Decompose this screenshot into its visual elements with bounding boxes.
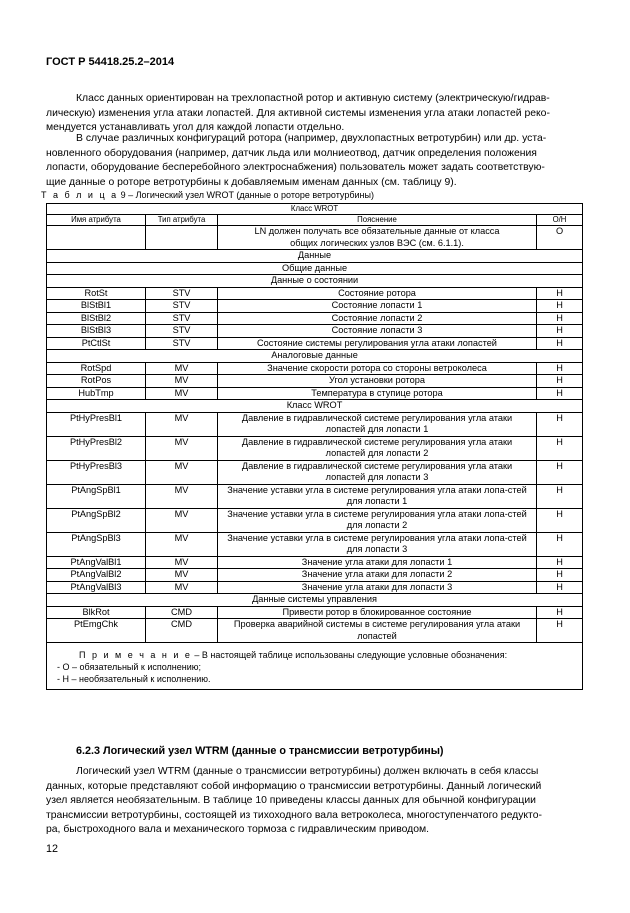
attribute-description: Состояние лопасти 2 (218, 312, 537, 325)
attribute-name: RotSt (47, 287, 146, 300)
attribute-type: STV (146, 312, 218, 325)
paragraph-line: трансмиссии ветротурбины, состоящей из тихоходного вала ветроколеса, многоступенчатого редукто- (46, 809, 542, 821)
table-row (47, 375, 583, 388)
attribute-description: Температура в ступице ротора (218, 387, 537, 400)
intro-paragraph-1 (46, 92, 578, 136)
attribute-flag: Н (537, 325, 583, 338)
attribute-name: PtHyPresBl3 (47, 460, 146, 484)
attribute-name: PtAngSpBl3 (47, 532, 146, 556)
attribute-name: RotPos (47, 375, 146, 388)
attribute-type: MV (146, 362, 218, 375)
attribute-type: MV (146, 460, 218, 484)
table-row (47, 412, 583, 436)
section-row-class-wrot: Класс WROT (47, 400, 583, 413)
attribute-description: Значение угла атаки для лопасти 1 (218, 556, 537, 569)
attribute-type: CMD (146, 606, 218, 619)
control-rows (47, 606, 583, 643)
attribute-description: Значение угла атаки для лопасти 2 (218, 569, 537, 582)
table-row (47, 362, 583, 375)
attribute-type: MV (146, 556, 218, 569)
section-title: 6.2.3 Логический узел WTRM (данные о трансмиссии ветротурбины) (76, 745, 444, 757)
class-header: Класс WROT (47, 204, 583, 215)
attribute-flag: Н (537, 375, 583, 388)
table-row (47, 287, 583, 300)
paragraph-line: Логический узел WTRM (данные о трансмиссии ветротурбины) должен включать в себя классы (76, 766, 539, 777)
attribute-type: MV (146, 412, 218, 436)
table-row (47, 569, 583, 582)
paragraph-line: ра, быстроходного вала и механического тормоза с гидравлическим приводом. (46, 824, 430, 836)
table-row (47, 606, 583, 619)
attribute-flag: Н (537, 606, 583, 619)
table-row (47, 619, 583, 643)
paragraph-line: лопасти, оборудование бесперебойного электроснабжения) пользователь может задать соответствую- (46, 162, 545, 174)
intro-paragraph-2 (46, 132, 578, 190)
attribute-type: CMD (146, 619, 218, 643)
attribute-flag: Н (537, 508, 583, 532)
attribute-name: BlStBl2 (47, 312, 146, 325)
attribute-type: STV (146, 337, 218, 350)
note-item: - Н – необязательный к исполнению. (57, 674, 211, 684)
table-row (47, 581, 583, 594)
attribute-name: HubTmp (47, 387, 146, 400)
table-header-row (47, 215, 583, 226)
document-id: ГОСТ Р 54418.25.2–2014 (46, 56, 175, 68)
attribute-type: MV (146, 484, 218, 508)
attribute-description: Значение уставки угла в системе регулирования угла атаки лопа-стей для лопасти 3 (218, 532, 537, 556)
attribute-description: Давление в гидравлической системе регулирования угла атаки лопастей для лопасти 3 (218, 460, 537, 484)
table-row (47, 337, 583, 350)
attribute-description: Состояние системы регулирования угла атаки лопастей (218, 337, 537, 350)
table-caption (41, 190, 374, 200)
attribute-description: Значение угла атаки для лопасти 3 (218, 581, 537, 594)
attribute-name: PtCtlSt (47, 337, 146, 350)
column-header: Имя атрибута (47, 215, 146, 226)
section-row-analog: Аналоговые данные (47, 350, 583, 363)
attribute-flag: Н (537, 532, 583, 556)
attribute-type: MV (146, 436, 218, 460)
attribute-type: MV (146, 581, 218, 594)
column-header: Тип атрибута (146, 215, 218, 226)
table-row (47, 300, 583, 313)
section-row-common: Общие данные (47, 262, 583, 275)
column-header: Пояснение (218, 215, 537, 226)
attribute-flag: Н (537, 484, 583, 508)
paragraph-line: В случае различных конфигураций ротора (например, двухлопастных ветротурбин) или др. уста- (76, 133, 547, 144)
table-row (47, 436, 583, 460)
table-row (47, 508, 583, 532)
attribute-name: PtHyPresBl2 (47, 436, 146, 460)
attribute-type: MV (146, 532, 218, 556)
attribute-flag: Н (537, 300, 583, 313)
attribute-flag: Н (537, 312, 583, 325)
attribute-flag: Н (537, 337, 583, 350)
paragraph-line: узел является необязательным. В таблице 10 приведены классы данных для обычной конфигурации (46, 795, 536, 807)
note-text: – В настоящей таблице использованы следующие условные обозначения: (194, 650, 508, 660)
table-caption-label: Т а б л и ц а (41, 190, 119, 200)
table-row (47, 484, 583, 508)
attribute-name: BlkRot (47, 606, 146, 619)
note-label: П р и м е ч а н и е (79, 650, 192, 660)
attribute-description: Значение уставки угла в системе регулирования угла атаки лопа-стей для лопасти 1 (218, 484, 537, 508)
attribute-name: BlStBl3 (47, 325, 146, 338)
attribute-description: Состояние ротора (218, 287, 537, 300)
outro-paragraph (46, 765, 578, 838)
paragraph-line: Класс данных ориентирован на трехлопастной ротор и активную систему (электрическую/гидрав- (76, 93, 550, 104)
attribute-description: Давление в гидравлической системе регулирования угла атаки лопастей для лопасти 1 (218, 412, 537, 436)
paragraph-line: новленного оборудования (например, датчик льда или молниеотвод, датчик определения положения (46, 147, 537, 159)
attribute-name: PtEmgChk (47, 619, 146, 643)
attribute-flag: Н (537, 387, 583, 400)
table-row (47, 325, 583, 338)
attribute-type: MV (146, 387, 218, 400)
attribute-flag: Н (537, 460, 583, 484)
attribute-flag: Н (537, 412, 583, 436)
ln-row (47, 226, 583, 250)
attribute-name: PtAngValBl3 (47, 581, 146, 594)
ln-description: LN должен получать все обязательные данные от класса общих логических узлов ВЭС (см. 6.1.1). (218, 226, 537, 250)
attribute-flag: Н (537, 362, 583, 375)
paragraph-line: мендуется устанавливать угол для каждой лопасти отдельно. (46, 122, 345, 134)
paragraph-line: щие данные о роторе ветротурбины к добавляемым именам данных (см. таблицу 9). (46, 176, 457, 188)
attribute-flag: Н (537, 581, 583, 594)
attribute-name: PtAngSpBl1 (47, 484, 146, 508)
wrot-rows (47, 412, 583, 594)
attribute-name: PtAngValBl2 (47, 569, 146, 582)
table-row (47, 556, 583, 569)
table-caption-text: 9 – Логический узел WROT (данные о роторе ветротурбины) (120, 190, 374, 200)
attribute-description: Привести ротор в блокированное состояние (218, 606, 537, 619)
column-header: О/Н (537, 215, 583, 226)
attribute-name: PtHyPresBl1 (47, 412, 146, 436)
attribute-type: MV (146, 375, 218, 388)
paragraph-line: данных, которые представляют собой информацию о трансмиссии ветротурбины. Данный логический (46, 780, 542, 792)
ln-flag: О (537, 226, 583, 250)
attribute-description: Давление в гидравлической системе регулирования угла атаки лопастей для лопасти 2 (218, 436, 537, 460)
wrot-table (46, 203, 583, 690)
table-row (47, 460, 583, 484)
analog-rows (47, 362, 583, 400)
status-rows (47, 287, 583, 350)
attribute-type: MV (146, 569, 218, 582)
attribute-flag: Н (537, 619, 583, 643)
page-number: 12 (46, 843, 59, 855)
table-note-row (47, 643, 583, 690)
attribute-type: MV (146, 508, 218, 532)
table-row (47, 387, 583, 400)
attribute-name: BlStBl1 (47, 300, 146, 313)
table-row (47, 312, 583, 325)
attribute-name: RotSpd (47, 362, 146, 375)
section-row-control: Данные системы управления (47, 594, 583, 607)
attribute-description: Состояние лопасти 3 (218, 325, 537, 338)
table-header-row (47, 204, 583, 215)
attribute-flag: Н (537, 436, 583, 460)
paragraph-line: лическую) изменения угла атаки лопастей. Для активной системы изменения угла атаки лопастей реко- (46, 107, 550, 119)
table-note (47, 643, 583, 690)
attribute-description: Проверка аварийной системы в системе регулирования угла атаки лопастей (218, 619, 537, 643)
attribute-type: STV (146, 325, 218, 338)
attribute-name: PtAngValBl1 (47, 556, 146, 569)
attribute-flag: Н (537, 569, 583, 582)
attribute-description: Состояние лопасти 1 (218, 300, 537, 313)
note-item: - О – обязательный к исполнению; (57, 662, 202, 672)
section-row-data: Данные (47, 250, 583, 263)
attribute-type: STV (146, 287, 218, 300)
table-row (47, 532, 583, 556)
attribute-description: Значение скорости ротора со стороны ветроколеса (218, 362, 537, 375)
attribute-description: Значение уставки угла в системе регулирования угла атаки лопа-стей для лопасти 2 (218, 508, 537, 532)
attribute-description: Угол установки ротора (218, 375, 537, 388)
attribute-name: PtAngSpBl2 (47, 508, 146, 532)
section-row-status: Данные о состоянии (47, 275, 583, 288)
attribute-type: STV (146, 300, 218, 313)
attribute-flag: Н (537, 556, 583, 569)
attribute-flag: Н (537, 287, 583, 300)
